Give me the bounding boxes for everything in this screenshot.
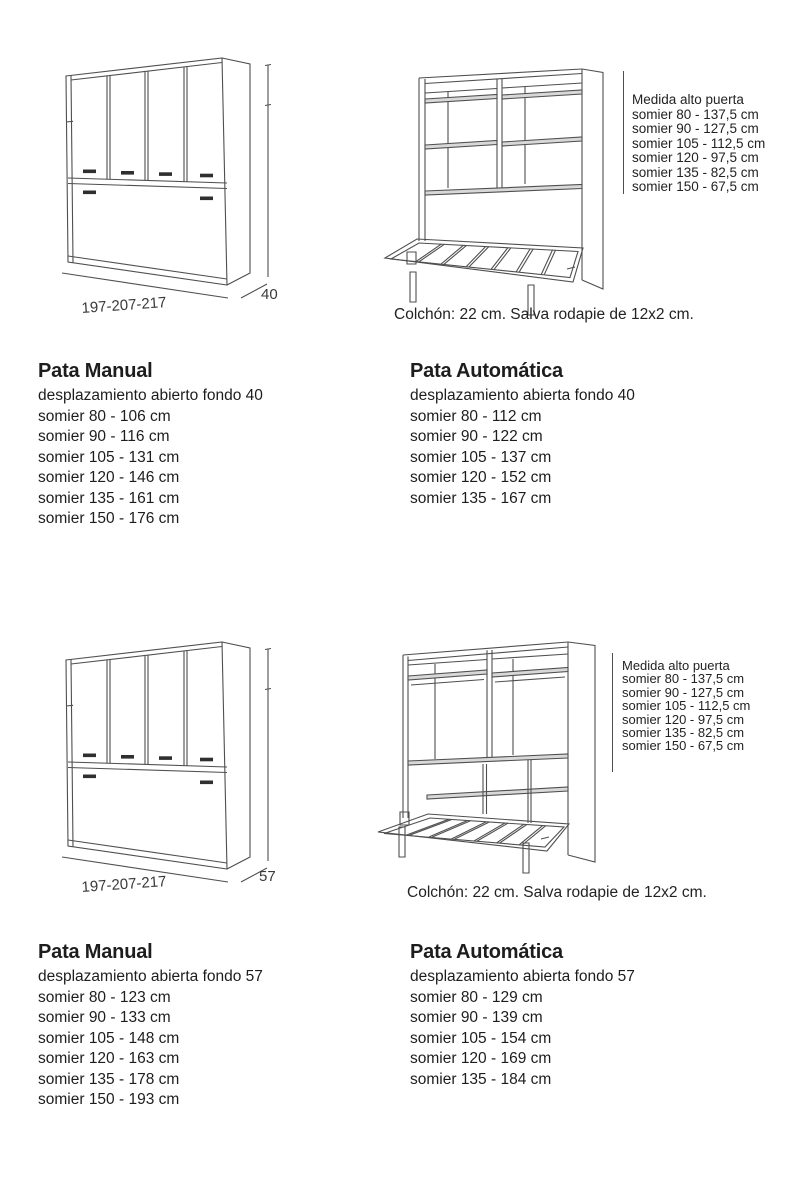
door-height-row: somier 135 - 82,5 cm (622, 725, 745, 741)
spec-row: somier 80 - 106 cm (38, 407, 171, 425)
spec-row: somier 80 - 123 cm (38, 988, 171, 1006)
door-height-row: somier 90 - 127,5 cm (622, 684, 745, 700)
spec-row: somier 120 - 169 cm (410, 1050, 552, 1067)
width-dimension-label: 197-207-217 (80, 873, 168, 896)
door-height-row: somier 150 - 67,5 cm (632, 179, 759, 194)
spec-row: somier 135 - 178 cm (38, 1070, 180, 1088)
mattress-caption: Colchón: 22 cm. Salva rodapie de 12x2 cm. (394, 306, 694, 323)
spec-row: somier 150 - 193 cm (38, 1091, 180, 1108)
door-height-row: somier 90 - 127,5 cm (632, 121, 759, 136)
spec-subtitle: desplazamiento abierta fondo 57 (38, 968, 263, 985)
spec-row: somier 120 - 163 cm (38, 1050, 180, 1067)
door-height-title: Medida alto puerta (622, 658, 730, 673)
spec-row: somier 135 - 167 cm (410, 489, 552, 507)
spec-row: somier 80 - 129 cm (410, 988, 543, 1006)
spec-row: somier 105 - 131 cm (38, 448, 180, 466)
manual-leg-title: Pata Manual (38, 941, 153, 963)
spec-subtitle: desplazamiento abierta fondo 40 (410, 387, 635, 404)
door-height-list (632, 93, 765, 195)
mattress-caption: Colchón: 22 cm. Salva rodapie de 12x2 cm. (407, 884, 707, 901)
door-height-row: somier 135 - 82,5 cm (632, 164, 759, 180)
closed-cabinet-drawing-fondo57 (55, 634, 290, 909)
door-height-row: somier 80 - 137,5 cm (622, 671, 745, 687)
automatic-leg-specs-fondo40 (410, 360, 635, 509)
spec-row: somier 120 - 152 cm (410, 469, 552, 486)
spec-row: somier 80 - 112 cm (410, 407, 542, 425)
closed-cabinet-drawing-fondo40 (55, 50, 290, 325)
automatic-leg-title: Pata Automática (410, 941, 563, 963)
spec-row: somier 90 - 133 cm (38, 1009, 171, 1026)
door-height-row: somier 80 - 137,5 cm (632, 106, 759, 122)
door-height-list (622, 659, 750, 753)
spec-subtitle: desplazamiento abierto fondo 40 (38, 387, 263, 404)
door-height-row: somier 105 - 112,5 cm (632, 135, 766, 151)
depth-dimension-label: 40 (261, 286, 278, 303)
automatic-leg-specs-fondo57 (410, 941, 635, 1090)
manual-leg-specs-fondo57 (38, 941, 263, 1111)
spec-row: somier 105 - 154 cm (410, 1029, 552, 1047)
spec-row: somier 90 - 139 cm (410, 1009, 543, 1026)
spec-subtitle: desplazamiento abierta fondo 57 (410, 968, 635, 985)
spec-row: somier 90 - 122 cm (410, 428, 543, 445)
door-height-row: somier 120 - 97,5 cm (622, 711, 745, 727)
open-cabinet-bed-drawing-fondo40 (383, 55, 613, 320)
spec-row: somier 105 - 148 cm (38, 1029, 180, 1047)
door-height-row: somier 105 - 112,5 cm (622, 698, 751, 714)
door-height-dimension-line (623, 71, 624, 194)
depth-dimension-label: 57 (259, 868, 276, 885)
spec-row: somier 150 - 176 cm (38, 510, 180, 527)
manual-leg-title: Pata Manual (38, 360, 153, 382)
spec-row: somier 135 - 161 cm (38, 489, 180, 507)
width-dimension-label: 197-207-217 (80, 294, 168, 317)
spec-row: somier 135 - 184 cm (410, 1070, 552, 1088)
door-height-row: somier 150 - 67,5 cm (622, 738, 745, 754)
door-height-row: somier 120 - 97,5 cm (632, 150, 759, 165)
spec-row: somier 105 - 137 cm (410, 448, 552, 466)
manual-leg-specs-fondo40 (38, 360, 263, 530)
spec-row: somier 90 - 116 cm (38, 428, 170, 445)
door-height-title: Medida alto puerta (632, 92, 744, 107)
open-cabinet-bed-drawing-fondo57 (373, 633, 608, 888)
spec-row: somier 120 - 146 cm (38, 469, 180, 486)
door-height-dimension-line (612, 653, 613, 772)
automatic-leg-title: Pata Automática (410, 360, 563, 382)
